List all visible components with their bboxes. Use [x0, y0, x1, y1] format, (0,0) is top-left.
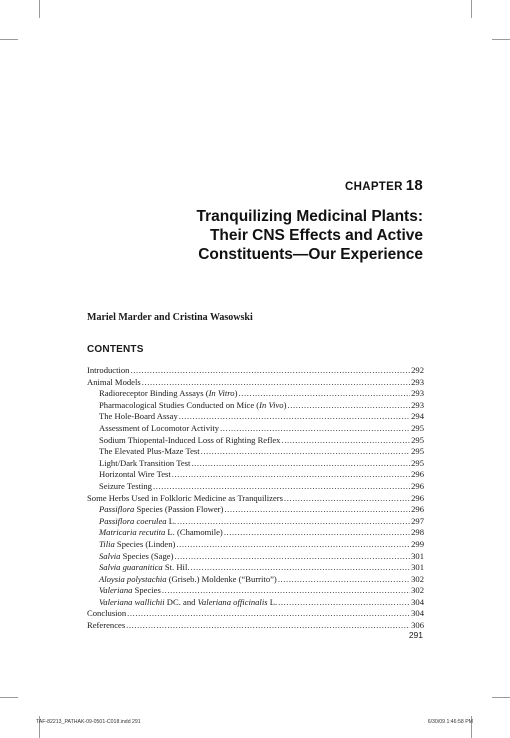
toc-page-number: 295 [411, 446, 424, 457]
toc-entry-title [99, 411, 178, 423]
toc-entry [87, 458, 424, 470]
toc-entry-title [99, 481, 152, 493]
toc-page-number: 304 [411, 608, 424, 619]
toc-italic-text: Passiflora [99, 504, 135, 515]
toc-entry-title [99, 562, 189, 574]
toc-text: Light/Dark Transition Test [99, 457, 191, 468]
toc-entry [87, 446, 424, 458]
toc-leader-dots [281, 435, 410, 447]
crop-mark-top-right [471, 0, 472, 18]
toc-leader-dots [177, 516, 410, 528]
toc-leader-dots [220, 423, 410, 435]
toc-leader-dots [179, 411, 410, 423]
slug-timestamp: 6/30/09 1:46:58 PM [427, 719, 473, 725]
toc-entry [87, 400, 424, 412]
toc-entry-title [99, 458, 190, 470]
toc-page-number: 296 [411, 469, 424, 480]
toc-leader-dots [224, 527, 410, 539]
toc-entry [87, 377, 424, 389]
toc-leader-dots [284, 493, 410, 505]
toc-leader-dots [127, 608, 410, 620]
toc-leader-dots [174, 551, 410, 563]
toc-leader-dots [142, 377, 410, 389]
toc-leader-dots [201, 446, 410, 458]
toc-text: ) [283, 399, 287, 410]
toc-text: Species (Linden) [114, 538, 176, 549]
crop-mark-left-lower [0, 697, 18, 698]
toc-text: Sodium Thiopental-Induced Loss of Righting Reflex [99, 434, 281, 445]
toc-entry [87, 551, 424, 563]
toc-page-number: 295 [411, 422, 424, 433]
toc-entry [87, 481, 424, 493]
toc-page-number: 304 [411, 596, 424, 607]
page-number: 291 [408, 630, 423, 640]
slug-file-info: TAF-82213_PATHAK-09-0501-C018.indd 291 [36, 719, 141, 725]
toc-entry-title [87, 493, 283, 505]
toc-text: Species (Sage) [120, 550, 174, 561]
toc-entry [87, 608, 424, 620]
toc-leader-dots [153, 481, 410, 493]
toc-entry [87, 423, 424, 435]
toc-italic-text: Salvia guaranitica [99, 562, 163, 573]
toc-entry-title [99, 469, 171, 481]
toc-entry-title [87, 377, 141, 389]
toc-entry-title [99, 539, 175, 551]
toc-entry-title [99, 585, 161, 597]
table-of-contents [87, 365, 424, 632]
toc-page-number: 293 [411, 376, 424, 387]
toc-page-number: 294 [411, 411, 424, 422]
toc-page-number: 297 [411, 515, 424, 526]
toc-entry [87, 504, 424, 516]
toc-leader-dots [190, 562, 410, 574]
toc-text: Conclusion [87, 608, 127, 619]
toc-text: Species (Passion Flower) [134, 504, 224, 515]
toc-entry-title [99, 388, 237, 400]
toc-text: Seizure Testing [99, 480, 152, 491]
toc-page-number: 298 [411, 527, 424, 538]
toc-leader-dots [126, 620, 410, 632]
authors: Mariel Marder and Cristina Wasowski [87, 312, 253, 323]
toc-entry-title [87, 620, 125, 632]
title-line: Tranquilizing Medicinal Plants: [196, 208, 423, 225]
toc-page-number: 295 [411, 457, 424, 468]
toc-entry-title [99, 446, 200, 458]
chapter-word: CHAPTER [345, 181, 403, 193]
toc-text: The Elevated Plus-Maze Test [99, 446, 200, 457]
toc-page-number: 292 [411, 365, 424, 375]
toc-entry [87, 620, 424, 632]
toc-entry [87, 435, 424, 447]
toc-leader-dots [162, 585, 410, 597]
title-line: Constituents—Our Experience [198, 246, 423, 263]
toc-text: Pharmacological Studies Conducted on Mice ( [99, 399, 260, 410]
toc-entry-title [99, 551, 173, 563]
toc-text: L. [166, 515, 177, 526]
title-line: Their CNS Effects and Active [209, 227, 423, 244]
toc-text: Radioreceptor Binding Assays ( [99, 388, 209, 399]
toc-text: Some Herbs Used in Folkloric Medicine as Tranquilizers [87, 492, 283, 503]
toc-text: (Griseb.) Moldenke (“Burrito”) [166, 573, 277, 584]
toc-entry-title [99, 574, 277, 586]
toc-leader-dots [191, 458, 410, 470]
toc-leader-dots [278, 574, 410, 586]
toc-leader-dots [172, 469, 410, 481]
toc-leader-dots [176, 539, 410, 551]
toc-entry-title [99, 527, 223, 539]
toc-entry [87, 469, 424, 481]
toc-page-number: 301 [411, 550, 424, 561]
toc-page-number: 302 [411, 585, 424, 596]
toc-page-number: 293 [411, 399, 424, 410]
crop-mark-right-upper [492, 39, 510, 40]
contents-heading: CONTENTS [87, 344, 144, 355]
toc-entry [87, 411, 424, 423]
toc-italic-text: In Vivo [259, 399, 284, 410]
toc-italic-text: Valeriana wallichii [99, 596, 165, 607]
toc-italic-text: Valeriana officinalis [197, 596, 268, 607]
toc-text: Species [132, 585, 161, 596]
toc-italic-text: In Vitro [208, 388, 235, 399]
toc-italic-text: Aloysia polystachia [99, 573, 167, 584]
crop-mark-left-upper [0, 39, 18, 40]
toc-page-number: 293 [411, 388, 424, 399]
toc-page-number: 301 [411, 562, 424, 573]
toc-page-number: 296 [411, 504, 424, 515]
toc-entry [87, 597, 424, 609]
toc-entry [87, 562, 424, 574]
toc-entry [87, 585, 424, 597]
toc-entry-title [99, 597, 277, 609]
toc-leader-dots [224, 504, 410, 516]
toc-entry-title [87, 608, 126, 620]
toc-entry [87, 539, 424, 551]
toc-text: DC. and [164, 596, 198, 607]
toc-text: The Hole-Board Assay [99, 411, 178, 422]
toc-entry [87, 574, 424, 586]
chapter-number: 18 [405, 177, 423, 194]
toc-text: References [87, 620, 126, 631]
toc-entry [87, 493, 424, 505]
toc-italic-text: Matricaria recutita [99, 527, 166, 538]
toc-entry [87, 516, 424, 528]
toc-text: Assessment of Locomotor Activity [99, 422, 220, 433]
toc-entry [87, 388, 424, 400]
chapter-label [345, 177, 423, 194]
toc-page-number: 299 [411, 538, 424, 549]
toc-entry-title [99, 504, 223, 516]
toc-leader-dots [130, 365, 410, 377]
toc-entry-title [99, 435, 280, 447]
toc-leader-dots [287, 400, 410, 412]
toc-page-number: 296 [411, 492, 424, 503]
toc-text: Horizontal Wire Test [99, 469, 171, 480]
toc-text: ) [234, 388, 238, 399]
toc-italic-text: Tilia [99, 538, 115, 549]
toc-entry-title [99, 516, 176, 528]
toc-page-number: 306 [411, 620, 424, 631]
toc-italic-text: Salvia [99, 550, 121, 561]
crop-mark-top-left [39, 0, 40, 18]
toc-text: St. Hil. [162, 562, 190, 573]
toc-italic-text: Passiflora coerulea [99, 515, 167, 526]
toc-text: L. (Chamomile) [165, 527, 223, 538]
toc-leader-dots [278, 597, 410, 609]
chapter-title [103, 207, 423, 264]
toc-page-number: 302 [411, 573, 424, 584]
toc-text: L. [267, 596, 278, 607]
toc-entry-title [99, 400, 286, 412]
toc-leader-dots [238, 388, 410, 400]
toc-entry [87, 365, 424, 377]
toc-page-number: 295 [411, 434, 424, 445]
crop-mark-right-lower [492, 697, 510, 698]
toc-text: Animal Models [87, 376, 141, 387]
toc-italic-text: Valeriana [99, 585, 133, 596]
toc-entry [87, 527, 424, 539]
toc-page-number: 296 [411, 480, 424, 491]
toc-text: Introduction [87, 365, 130, 375]
toc-entry-title [87, 365, 129, 377]
toc-entry-title [99, 423, 219, 435]
